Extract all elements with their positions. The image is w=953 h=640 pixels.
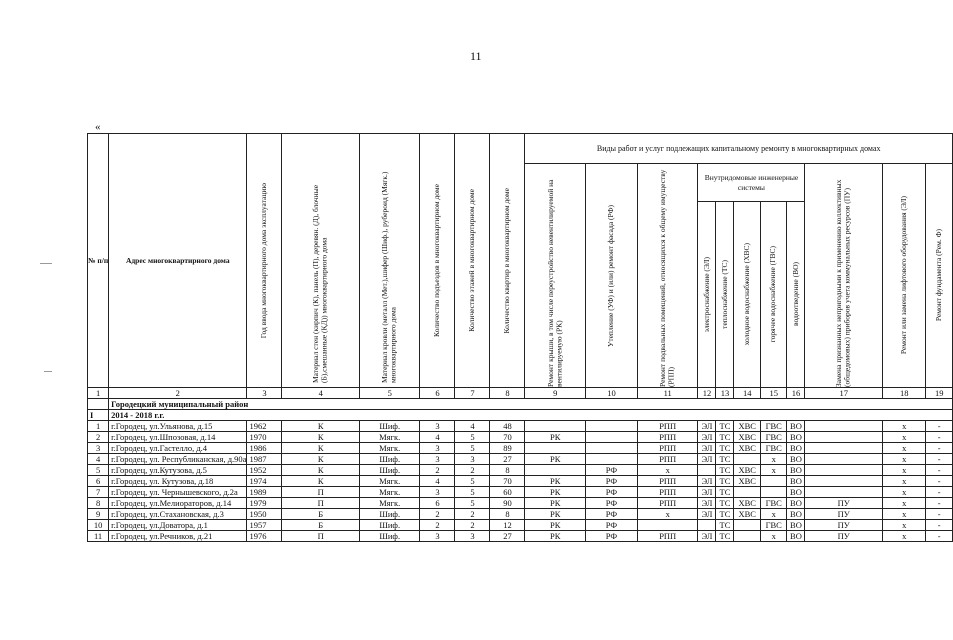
table-cell: РФ [585,465,637,476]
table-cell: 1976 [247,531,282,542]
table-cell: х [637,509,698,520]
column-number: 17 [805,388,883,399]
page-number: 11 [470,49,482,63]
table-cell: х [882,443,926,454]
table-cell: ЭЛ [698,498,716,509]
table-cell: 48 [490,421,525,432]
table-cell [734,487,761,498]
address-cell: г.Городец, ул. Республиканская, д.90а [109,454,247,465]
table-cell: 1974 [247,476,282,487]
table-cell [637,520,698,531]
table-cell: ЭЛ [698,509,716,520]
header-wall: Материал стен (кирпич (К), панель (П), деревян. (Д), блочные (Б),смешанные (КД)) многоквартирного дома [282,134,360,388]
column-number: 11 [637,388,698,399]
header-elevator: Ремонт или замена лифтового оборудования (ЭЛ) [882,164,926,388]
table-cell: ВО [787,487,805,498]
column-number: 18 [882,388,926,399]
table-cell: х [882,476,926,487]
table-cell: 5 [455,476,490,487]
header-hot-water: горячее водоснабжение (ГВС) [760,202,787,388]
table-cell: ЭЛ [698,443,716,454]
table-cell: РФ [585,498,637,509]
table-cell [805,421,883,432]
table-cell: К [282,476,360,487]
table-cell: 2 [455,465,490,476]
table-cell: 4 [420,476,455,487]
table-cell: 90 [490,498,525,509]
table-row [88,476,953,487]
table-cell [585,443,637,454]
table-cell: РФ [585,531,637,542]
table-cell: 7 [88,487,109,498]
column-number: 3 [247,388,282,399]
table-cell: - [926,443,953,454]
table-cell: РК [525,498,586,509]
table-cell: РПП [637,498,698,509]
column-number: 1 [88,388,109,399]
table-cell: 3 [88,443,109,454]
table-cell: 6 [420,498,455,509]
table-cell: ХВС [734,498,761,509]
table-cell: 5 [88,465,109,476]
table-row [88,498,953,509]
table-cell: ВО [787,443,805,454]
scan-mark [40,263,52,264]
header-apartments: Количество квартир в многоквартирном доме [490,134,525,388]
table-cell: 1950 [247,509,282,520]
table-row [88,443,953,454]
table-cell: х [760,531,787,542]
table-cell: 70 [490,476,525,487]
table-cell: 5 [455,443,490,454]
table-cell: К [282,454,360,465]
table-cell: 3 [455,454,490,465]
table-cell: РК [525,432,586,443]
header-floors: Количество этажей в многоквартирном доме [455,134,490,388]
table-cell: ГВС [760,498,787,509]
table-cell: К [282,443,360,454]
column-number: 13 [716,388,734,399]
table-cell: ЭЛ [698,531,716,542]
table-cell: 1957 [247,520,282,531]
table-cell: 3 [420,487,455,498]
header-works-title: Виды работ и услуг подлежащих капитальному ремонту в многоквартирных домах [525,134,953,164]
table-cell: - [926,498,953,509]
table-cell: х [882,531,926,542]
table-cell: 1979 [247,498,282,509]
table-cell: - [926,487,953,498]
table-cell [805,487,883,498]
table-row [88,465,953,476]
table-cell: ХВС [734,509,761,520]
column-numbers-row [88,388,953,399]
column-number: 10 [585,388,637,399]
table-cell: 1986 [247,443,282,454]
capital-repair-table [87,133,953,542]
column-number: 6 [420,388,455,399]
table-cell: 27 [490,454,525,465]
address-cell: г.Городец, ул.Шпозовая, д.14 [109,432,247,443]
table-cell [734,454,761,465]
table-cell: - [926,432,953,443]
table-cell: ГВС [760,443,787,454]
column-number: 4 [282,388,360,399]
table-cell [734,531,761,542]
table-cell: РПП [637,443,698,454]
table-row [88,520,953,531]
table-cell: П [282,498,360,509]
table-cell: ТС [716,465,734,476]
table-cell: ТС [716,432,734,443]
table-cell: ХВС [734,432,761,443]
table-cell: 10 [88,520,109,531]
table-cell: 4 [88,454,109,465]
table-cell: ТС [716,509,734,520]
table-cell: ХВС [734,465,761,476]
table-cell: ГВС [760,432,787,443]
table-cell: 8 [490,509,525,520]
table-cell: ТС [716,454,734,465]
table-cell: 2 [455,520,490,531]
table-cell: ТС [716,520,734,531]
table-cell [585,421,637,432]
address-cell: г.Городец, ул.Мелиораторов, д.14 [109,498,247,509]
table-cell [525,443,586,454]
table-cell: Шиф. [359,509,420,520]
table-cell: х [882,421,926,432]
table-cell: РФ [585,520,637,531]
table-cell: РК [525,531,586,542]
table-cell: 3 [420,454,455,465]
table-cell [698,465,716,476]
table-cell: ТС [716,531,734,542]
table-cell: 12 [490,520,525,531]
table-cell: 3 [420,443,455,454]
address-cell: г.Городец, ул.Ульянова, д.15 [109,421,247,432]
table-cell [805,443,883,454]
table-cell [760,476,787,487]
table-cell: х [882,498,926,509]
table-cell: х [882,509,926,520]
table-cell: ЭЛ [698,421,716,432]
header-drainage: водоотведение (ВО) [787,202,805,388]
table-cell: 8 [88,498,109,509]
table-cell: ВО [787,465,805,476]
table-cell: РПП [637,487,698,498]
table-cell: 2 [420,509,455,520]
table-cell: ТС [716,421,734,432]
table-cell: х [882,465,926,476]
table-cell: 4 [455,421,490,432]
address-cell: г.Городец, ул.Доватора, д.1 [109,520,247,531]
period-roman: I [88,410,109,421]
table-cell: 8 [490,465,525,476]
table-cell: РПП [637,476,698,487]
table-cell: - [926,520,953,531]
table-cell [698,520,716,531]
table-cell [525,421,586,432]
table-cell: ПУ [805,520,883,531]
table-cell: х [637,465,698,476]
table-cell: ВО [787,531,805,542]
table-cell: ВО [787,421,805,432]
table-cell: ВО [787,432,805,443]
table-cell: К [282,432,360,443]
table-cell: х [882,487,926,498]
table-cell: РК [525,487,586,498]
address-cell: г.Городец, ул.Стахановская, д.3 [109,509,247,520]
table-cell [585,454,637,465]
table-cell: П [282,487,360,498]
table-cell: Мягк. [359,487,420,498]
column-number: 16 [787,388,805,399]
table-cell: 3 [455,531,490,542]
table-cell [805,454,883,465]
header-entrances: Количество подъездов в многоквартирном доме [420,134,455,388]
scan-mark [44,371,52,372]
table-cell: 2 [420,465,455,476]
table-cell: К [282,465,360,476]
table-cell: 6 [88,476,109,487]
table-cell: РК [525,520,586,531]
header-heat: теплоснабжение (ТС) [716,202,734,388]
header-roof-repair: Ремонт крыши, в том числе переустройство невентилируемой на вентилируемую (РК) [525,164,586,388]
table-cell: 89 [490,443,525,454]
table-cell: Мягк. [359,498,420,509]
header-roof: Материал кровли (металл (Мет.),шифер (Шиф.), рубероид (Мягк.) многоквартирного дома [359,134,420,388]
table-cell: 5 [455,432,490,443]
period-row [88,410,953,421]
table-cell: РПП [637,432,698,443]
header-engineering-title: Внутридомовые инженерные системы [698,164,805,202]
table-cell: 1962 [247,421,282,432]
table-cell: 3 [420,531,455,542]
table-cell: ХВС [734,421,761,432]
table-cell: 2 [88,432,109,443]
table-cell: - [926,531,953,542]
table-cell: РК [525,454,586,465]
table-cell: 1987 [247,454,282,465]
address-cell: г.Городец, ул. Чернышевского, д.2а [109,487,247,498]
table-row [88,454,953,465]
column-number: 15 [760,388,787,399]
table-cell [525,465,586,476]
table-cell: х [760,454,787,465]
table-cell: РФ [585,487,637,498]
column-number: 5 [359,388,420,399]
table-cell: К [282,421,360,432]
table-cell: - [926,476,953,487]
table-cell: Шиф. [359,421,420,432]
header-num: № п/п [88,134,109,388]
table-cell: 1952 [247,465,282,476]
table-row [88,421,953,432]
table-cell: - [926,465,953,476]
table-cell: ВО [787,509,805,520]
header-meters: Замена признанных непригодными к применению коллективных (общедомовых) приборов учета коммунальных ресурсов (ПУ) [805,164,883,388]
header-electric: электроснабжение (ЭЛ) [698,202,716,388]
column-number: 19 [926,388,953,399]
table-cell: Шиф. [359,520,420,531]
address-cell: г.Городец, ул. Кутузова, д.18 [109,476,247,487]
table-cell: ТС [716,498,734,509]
table-row [88,432,953,443]
column-number: 14 [734,388,761,399]
table-cell: 3 [420,421,455,432]
table-cell: ПУ [805,498,883,509]
header-address: Адрес многоквартирного дома [109,134,247,388]
table-cell: 4 [420,432,455,443]
district-title: Городецкий муниципальный район [109,399,953,410]
header-foundation: Ремонт фундамента (Рем. Ф) [926,164,953,388]
table-cell [805,465,883,476]
column-number: 9 [525,388,586,399]
column-number: 2 [109,388,247,399]
column-number: 7 [455,388,490,399]
table-cell: х [760,465,787,476]
header-facade: Утепление (УФ) и (или) ремонт фасада (РФ) [585,164,637,388]
table-cell [805,476,883,487]
district-row [88,399,953,410]
table-cell: - [926,454,953,465]
table-cell: ГВС [760,520,787,531]
table-cell: 5 [455,498,490,509]
table-cell: Б [282,509,360,520]
table-cell: х [882,454,926,465]
table-cell: ХВС [734,443,761,454]
table-row [88,531,953,542]
table-cell: 1 [88,421,109,432]
table-cell: 2 [420,520,455,531]
table-cell: РПП [637,421,698,432]
table-cell: 5 [455,487,490,498]
table-cell: - [926,509,953,520]
table-cell: ВО [787,454,805,465]
table-cell: 9 [88,509,109,520]
table-cell: ЭЛ [698,476,716,487]
table-cell [734,520,761,531]
header-cold-water: холодное водоснабжение (ХВС) [734,202,761,388]
header-year: Год ввода многоквартирного дома эксплуатацию [247,134,282,388]
table-cell: Мягк. [359,443,420,454]
table-cell: Мягк. [359,432,420,443]
table-cell: х [882,432,926,443]
table-cell: 11 [88,531,109,542]
table-cell: ЭЛ [698,432,716,443]
table-cell: ВО [787,520,805,531]
table-cell: РФ [585,476,637,487]
table-cell: РПП [637,531,698,542]
table-cell: 70 [490,432,525,443]
table-cell: Шиф. [359,465,420,476]
table-cell: ХВС [734,476,761,487]
table-cell: ТС [716,476,734,487]
table-cell: 1970 [247,432,282,443]
table-cell: ЭЛ [698,487,716,498]
table-cell: РК [525,476,586,487]
table-cell: РПП [637,454,698,465]
table-cell: ПУ [805,509,883,520]
table-cell: ТС [716,487,734,498]
table-cell: ТС [716,443,734,454]
table-row [88,487,953,498]
table-cell: - [926,421,953,432]
table-cell: Мягк. [359,476,420,487]
open-quote: « [95,121,101,133]
column-number: 8 [490,388,525,399]
table-cell [805,432,883,443]
table-cell: П [282,531,360,542]
address-cell: г.Городец, ул.Речников, д.21 [109,531,247,542]
table-cell: Шиф. [359,531,420,542]
address-cell: г.Городец, ул.Кутузова, д.5 [109,465,247,476]
table-cell: х [760,509,787,520]
table-cell [585,432,637,443]
table-cell: ВО [787,498,805,509]
table-cell: х [882,520,926,531]
column-number: 12 [698,388,716,399]
table-cell: Б [282,520,360,531]
table-cell [760,487,787,498]
table-cell: ГВС [760,421,787,432]
header-basement: Ремонт подвальных помещений, относящихся к общему имуществу (РПП) [637,164,698,388]
table-cell: РФ [585,509,637,520]
period-title: 2014 - 2018 г.г. [109,410,953,421]
table-cell: РК [525,509,586,520]
table-cell: ПУ [805,531,883,542]
table-cell: 1989 [247,487,282,498]
address-cell: г.Городец, ул.Гастелло, д.4 [109,443,247,454]
table-cell: 60 [490,487,525,498]
table-cell: 2 [455,509,490,520]
table-row [88,509,953,520]
table-cell: 27 [490,531,525,542]
table-cell: ЭЛ [698,454,716,465]
table-cell: Шиф. [359,454,420,465]
table-cell: ВО [787,476,805,487]
